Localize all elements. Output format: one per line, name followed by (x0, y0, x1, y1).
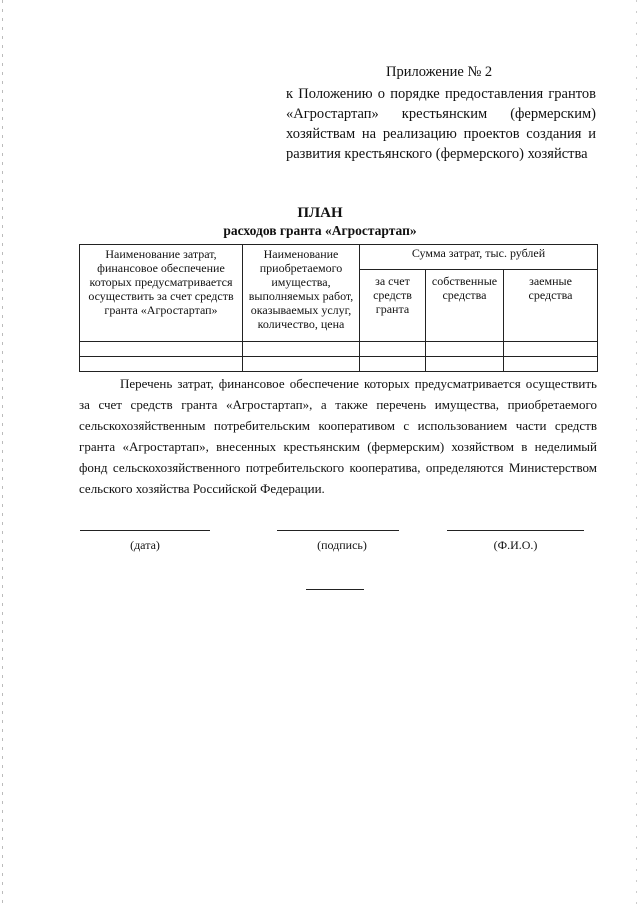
table-cell (80, 342, 243, 357)
date-label: (дата) (130, 538, 160, 552)
table-row (80, 357, 598, 372)
table-cell (80, 357, 243, 372)
plan-subtitle: расходов гранта «Агростартап» (223, 223, 417, 238)
end-divider (306, 589, 364, 590)
scan-edge-right (636, 0, 637, 905)
header-borrowed-funds: заемные средства (504, 269, 598, 341)
scan-edge-left (2, 0, 3, 905)
table-cell (360, 357, 426, 372)
expense-plan-table (79, 244, 598, 372)
table-cell (426, 357, 504, 372)
header-cost-name: Наименование затрат, финансовое обеспечение которых предусматривается осуществить за счет средств гранта «Агростартап» (80, 245, 243, 342)
header-grant-funds: за счет средств гранта (360, 269, 426, 341)
signature-line (277, 530, 399, 531)
header-property-name: Наименование приобретаемого имущества, выполняемых работ, оказываемых услуг, количество, цена (243, 245, 360, 342)
table-cell (504, 357, 598, 372)
table-cell (243, 342, 360, 357)
date-signature-line (80, 530, 210, 531)
table-row (80, 342, 598, 357)
header-total-sum: Сумма затрат, тыс. рублей (360, 245, 598, 270)
table-cell (504, 342, 598, 357)
name-label: (Ф.И.О.) (493, 538, 538, 552)
name-signature-line (447, 530, 584, 531)
appendix-body: к Положению о порядке предоставления грантов «Агростартап» крестьянским (фермерским) хозяйствам на реализацию проектов создания и развития крестьянского (фермерского) хозяйства (286, 86, 596, 162)
table-cell (426, 342, 504, 357)
explanatory-paragraph: Перечень затрат, финансовое обеспечение которых предусматривается осуществить за счет средств гранта «Агростартап», а также перечень имущества, приобретаемого сельскохозяйственным потребительским кооперативом с использованием части средств гранта «Агростартап», внесенных крестьянским (фермерским) хозяйством в неделимый фонд сельскохозяйственного потребительского кооператива, определяются Министерством сельского хозяйства Российской Федерации. (79, 376, 597, 496)
header-own-funds: собственные средства (426, 269, 504, 341)
signature-label: (подпись) (317, 538, 367, 552)
plan-title: ПЛАН (297, 205, 343, 221)
appendix-title: Приложение № 2 (386, 64, 493, 80)
table-cell (360, 342, 426, 357)
table-cell (243, 357, 360, 372)
